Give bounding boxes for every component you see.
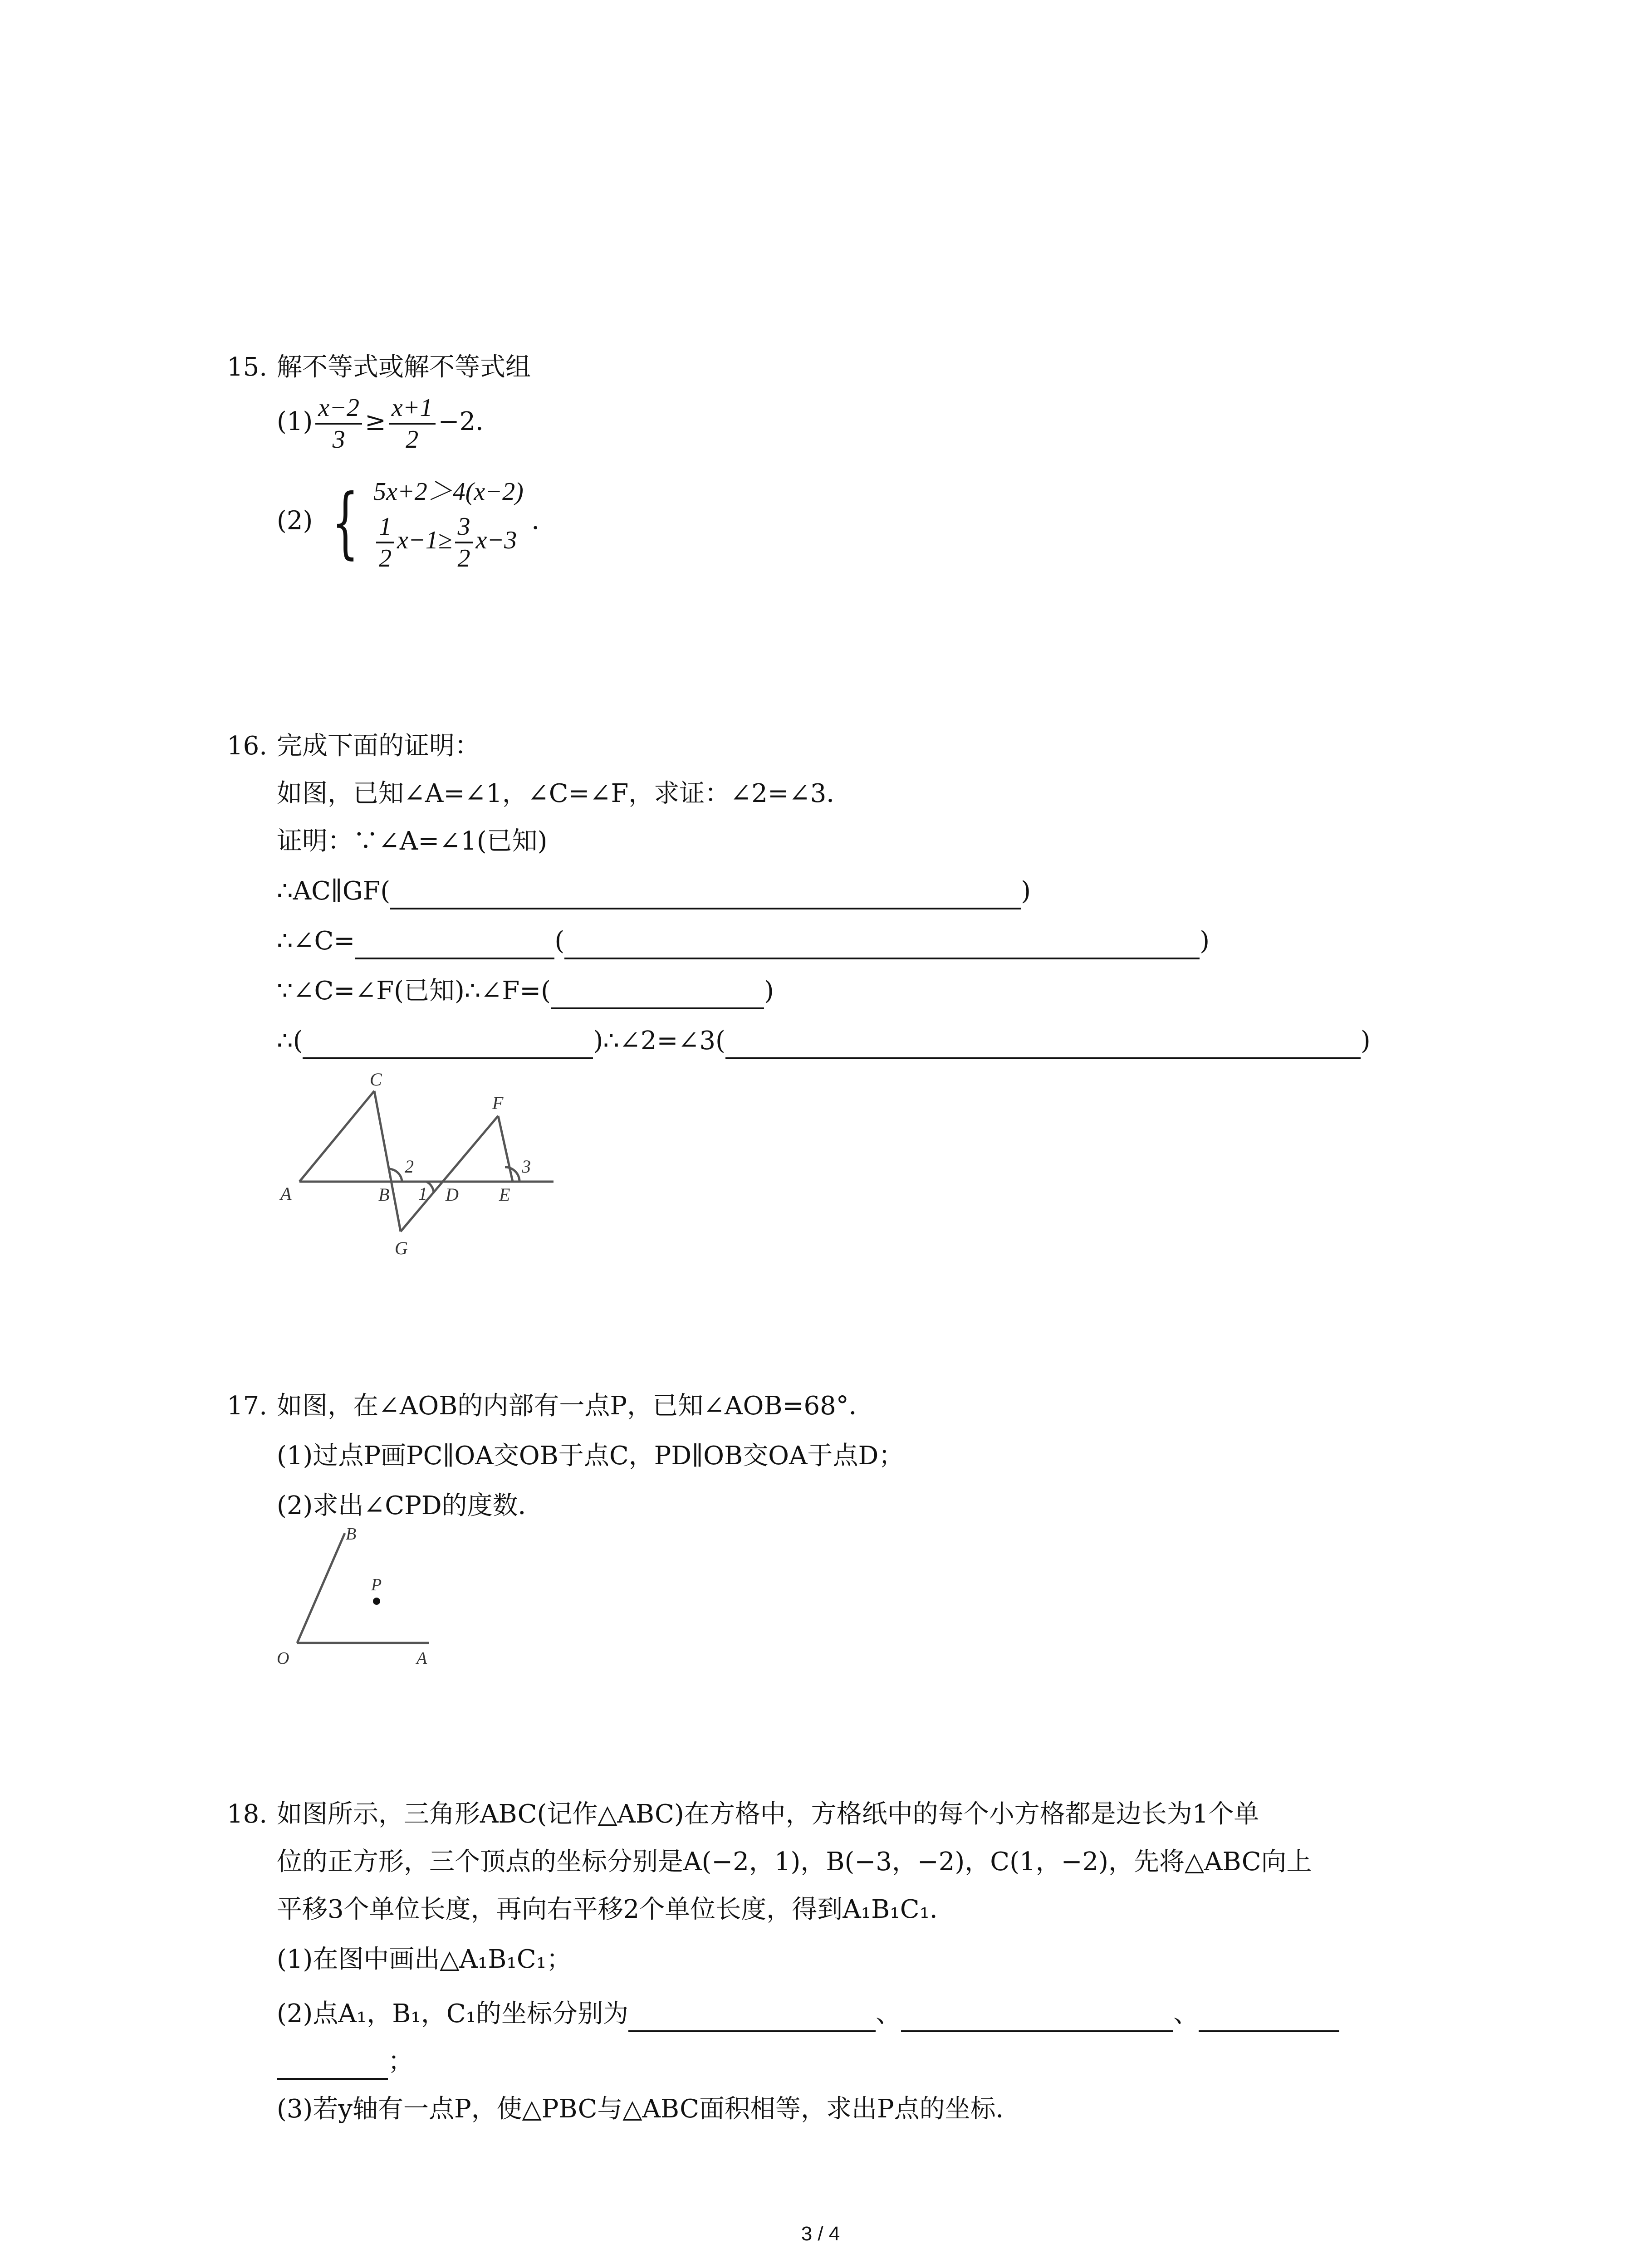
answer-blank-5[interactable] <box>303 1031 593 1059</box>
q15-part1-label: (1) <box>277 407 313 436</box>
segment-fe <box>498 1116 513 1182</box>
q17-part1: (1)过点P画PC∥OA交OB于点C，PD∥OB交OA于点D； <box>277 1441 904 1471</box>
fraction-denominator: 3 <box>332 425 345 454</box>
q17-given: 如图，在∠AOB的内部有一点P，已知∠AOB=68°． <box>277 1391 874 1421</box>
q18-part1: (1)在图中画出△A₁B₁C₁； <box>277 1945 572 1974</box>
label-o: O <box>277 1649 289 1668</box>
q17-part2: (2)求出∠CPD的度数． <box>277 1491 544 1520</box>
answer-blank-6[interactable] <box>725 1031 1361 1059</box>
q18-separator-1: 、 <box>876 1999 901 2028</box>
q15-part2-label: (2) <box>277 506 313 536</box>
page-number: 3 / 4 <box>801 2223 840 2245</box>
q15-title: 解不等式或解不等式组 <box>277 352 531 382</box>
answer-blank-4[interactable] <box>551 981 764 1009</box>
ray-ob <box>297 1533 345 1643</box>
label-b: B <box>346 1525 357 1544</box>
q16-step2 <box>277 873 1031 909</box>
fraction-denominator: 2 <box>457 544 470 572</box>
answer-blank-b1[interactable] <box>901 2004 1173 2032</box>
q15-part2-line1: 5x+2＞4(x−2) <box>373 478 524 506</box>
q18-line3: 平移3个单位长度，再向右平移2个单位长度，得到A₁B₁C₁． <box>277 1895 955 1924</box>
fraction-numerator: 1 <box>376 512 394 543</box>
fraction-denominator: 2 <box>379 544 392 572</box>
q16-step5-text: ∴( <box>277 1026 303 1056</box>
q16-step2-close: ) <box>1021 876 1031 906</box>
fraction-numerator: x+1 <box>389 393 436 425</box>
label-angle-3: 3 <box>522 1156 531 1177</box>
q18-part2-continued <box>277 2043 413 2080</box>
q18-line2: 位的正方形，三个顶点的坐标分别是A(−2，1)，B(−3，−2)，C(1，−2)，先将△ABC向上 <box>277 1847 1312 1877</box>
q18-line1: 如图所示，三角形ABC(记作△ABC)在方格中，方格纸中的每个小方格都是边长为1个单 <box>277 1799 1259 1829</box>
q16-step2-text: ∴AC∥GF( <box>277 876 391 906</box>
q16-step3-text: ∴∠C= <box>277 926 355 956</box>
q18-part2-text: (2)点A₁，B₁，C₁的坐标分别为 <box>277 1999 629 2028</box>
q15-part1-tail: −2． <box>438 407 501 436</box>
q16-step3 <box>277 923 1210 959</box>
label-a: A <box>416 1649 427 1668</box>
angle-1-arc <box>426 1182 434 1193</box>
q16-step3-open: ( <box>554 926 565 956</box>
q18-heading <box>227 1796 1259 1833</box>
q18-separator-2: 、 <box>1173 1999 1199 2028</box>
q15-part2-mid: x−1≥ <box>397 526 452 554</box>
label-c: C <box>370 1069 382 1090</box>
label-e: E <box>499 1184 510 1205</box>
label-p: P <box>371 1575 382 1594</box>
q17-heading <box>227 1388 874 1424</box>
q15-part2-line2 <box>373 512 524 573</box>
q18-part2 <box>277 1996 1339 2032</box>
segment-gf <box>401 1116 498 1232</box>
q17-figure <box>272 1520 445 1669</box>
q17-number: 17. <box>227 1391 268 1421</box>
label-a: A <box>280 1183 292 1204</box>
q16-heading <box>227 728 480 764</box>
label-d: D <box>446 1184 459 1205</box>
q16-step5-close: ) <box>1360 1026 1371 1056</box>
answer-blank-3[interactable] <box>564 931 1200 959</box>
answer-blank-c1[interactable] <box>1199 2004 1339 2032</box>
label-f: F <box>492 1093 504 1113</box>
q16-step3-close: ) <box>1200 926 1210 956</box>
q15-part2-fraction-2 <box>455 512 473 573</box>
q16-number: 16. <box>227 731 268 761</box>
point-p <box>373 1598 380 1605</box>
q16-figure <box>272 1064 581 1272</box>
segment-cg <box>374 1091 401 1232</box>
segment-ac <box>299 1091 374 1182</box>
q16-step5 <box>277 1023 1371 1059</box>
q18-part2-end: ； <box>388 2047 413 2076</box>
label-b: B <box>378 1184 390 1205</box>
q15-number: 15. <box>227 352 268 382</box>
q15-part2-fraction-1 <box>376 512 394 573</box>
q15-part2 <box>277 472 557 573</box>
q16-given: 如图，已知∠A=∠1，∠C=∠F，求证：∠2=∠3． <box>277 779 852 808</box>
answer-blank-a1[interactable] <box>628 2004 876 2032</box>
answer-blank-1[interactable] <box>390 881 1021 909</box>
q15-heading <box>227 349 531 386</box>
q15-part1-operator: ≥ <box>364 407 386 436</box>
q15-part1-fraction-left <box>315 393 362 455</box>
label-angle-2: 2 <box>405 1156 414 1177</box>
answer-blank-c1-continued[interactable] <box>277 2052 388 2080</box>
fraction-denominator: 2 <box>406 425 419 454</box>
q16-step4 <box>277 973 774 1009</box>
q15-part2-tail: x−3 <box>475 526 517 554</box>
q15-part1-fraction-right <box>389 393 436 455</box>
label-angle-1: 1 <box>418 1183 427 1204</box>
q18-number: 18. <box>227 1799 268 1829</box>
q16-title: 完成下面的证明： <box>277 731 480 761</box>
q16-step1: 证明：∵∠A=∠1(已知) <box>277 826 548 856</box>
q16-step4-text: ∵∠C=∠F(已知)∴∠F=( <box>277 976 551 1006</box>
q16-step4-close: ) <box>764 976 774 1006</box>
answer-blank-2[interactable] <box>355 931 554 959</box>
q16-step5-mid: )∴∠2=∠3( <box>593 1026 725 1056</box>
left-brace-icon: { <box>332 478 359 567</box>
q15-part2-end: ． <box>531 506 557 536</box>
label-g: G <box>395 1238 408 1258</box>
fraction-numerator: 3 <box>455 512 473 543</box>
q15-part2-system <box>373 472 524 573</box>
q15-part1 <box>277 390 501 455</box>
q18-part3: (3)若y轴有一点P，使△PBC与△ABC面积相等，求出P点的坐标． <box>277 2094 1021 2124</box>
fraction-numerator: x−2 <box>315 393 362 425</box>
